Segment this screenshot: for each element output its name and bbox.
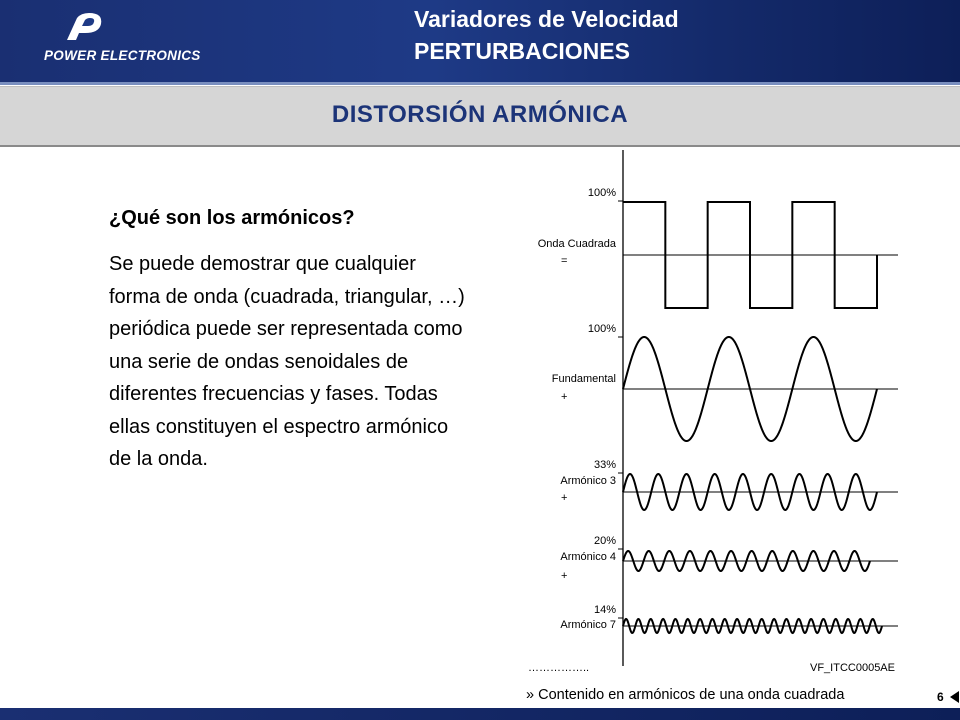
wave-operator-label: + <box>561 570 568 582</box>
section-banner <box>0 86 960 147</box>
figure-code: VF_ITCC0005AE <box>810 662 895 674</box>
wave-name-label: Armónico 4 <box>560 551 616 563</box>
wave-name-label: Onda Cuadrada <box>537 238 616 250</box>
wave-percent-label: 33% <box>593 459 616 471</box>
footer-bar <box>0 708 960 720</box>
section-title: DISTORSIÓN ARMÓNICA <box>331 101 629 128</box>
harmonics-diagram <box>510 148 910 678</box>
wave-name-label: Armónico 3 <box>560 475 616 487</box>
header-title: Variadores de Velocidad <box>414 6 679 32</box>
wave-percent-label: 20% <box>593 535 616 547</box>
wave-percent-label: 100% <box>587 187 616 199</box>
wave-operator-label: = <box>561 255 568 267</box>
wave-percent-label: 100% <box>587 323 616 335</box>
header-divider <box>0 82 960 85</box>
content-question: ¿Qué son los armónicos? <box>109 207 355 229</box>
continuation-dots: …………….. <box>528 662 590 674</box>
page-number: 6 <box>937 690 944 704</box>
header-bar <box>0 0 960 82</box>
prev-slide-arrow-icon[interactable] <box>950 691 959 703</box>
power-electronics-logo-icon <box>63 12 107 44</box>
figure-caption: » Contenido en armónicos de una onda cuadrada <box>526 687 845 703</box>
wave-name-label: Armónico 7 <box>560 619 616 631</box>
wave-name-label: Fundamental <box>551 373 616 385</box>
logo-text: POWER ELECTRONICS <box>44 48 201 63</box>
wave-operator-label: + <box>561 391 568 403</box>
wave-operator-label: + <box>561 492 568 504</box>
content-paragraph: Se puede demostrar que cualquier forma de onda (cuadrada, triangular, …) periódica puede ser representada como una serie de ondas senoidales de diferentes frecuencias y fases. Todas ellas constituyen el espectro armónico de la onda. <box>109 253 465 470</box>
header-subtitle: PERTURBACIONES <box>414 38 630 64</box>
wave-percent-label: 14% <box>593 604 616 616</box>
